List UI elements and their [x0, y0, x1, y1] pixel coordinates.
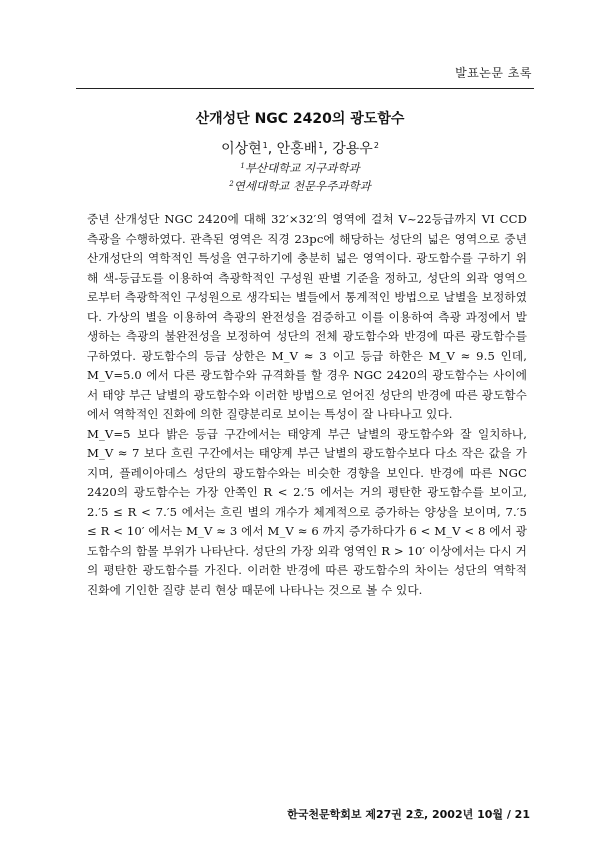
author-affil-mark: 1 [318, 141, 324, 150]
author-name: 안홍배 [276, 141, 318, 157]
abstract-paragraph: 중년 산개성단 NGC 2420에 대해 32′×32′의 영역에 걸쳐 V~22등급까지 VI CCD 측광을 수행하였다. 관측된 영역은 직경 23pc에 해당하는 성단의 넓은 영역으로 중년 산개성단의 역학적인 특성을 연구하기에 충분히 넓은 영역이다. 광도함수를 구하기 위해 색-등급도를 이용하여 측광학적인 구성원 판별 기준을 정하고, 성단의 외곽 영역으로부터 측광학적인 구성원으로 생각되는 별들에서 통계적인 방법으로 날별을 보정하였다. 가상의 별을 이용하여 측광의 완전성을 검증하고 이를 이용하여 측광 과정에서 발생하는 측광의 불완전성을 보정하여 성단의 전체 광도함수와 반경에 따른 광도함수를 구하였다. 광도함수의 등급 상한은 M_V ≈ 3 이고 등급 하한은 M_V ≈ 9.5 인데, M_V=5.0 에서 다른 광도함수와 규격화를 할 경우 NGC 2420의 광도함수는 사이에서 태양 부근 날별의 광도함수와 이러한 방법으로 얻어진 성단의 반경에 따른 광도함수에서 역학적인 진화에 의한 질량분리로 보이는 특성이 잘 나타나고 있다. [87, 212, 527, 421]
author-name: 강용우 [332, 141, 373, 157]
author-affil-mark: 1 [262, 141, 268, 150]
affiliation-text: 연세대학교 천문우주과학과 [233, 179, 371, 193]
affiliation-mark: 1 [240, 162, 245, 170]
paper-title: 산개성단 NGC 2420의 광도함수 [195, 111, 405, 127]
author-name: 이상현 [221, 141, 262, 157]
section-header-label: 발표논문 초록 [455, 66, 532, 80]
affiliation-text: 부산대학교 지구과학과 [244, 161, 360, 175]
abstract-paragraph: M_V=5 보다 밝은 등급 구간에서는 태양계 부근 날별의 광도함수와 잘 일치하나, M_V ≈ 7 보다 흐린 구간에서는 태양계 부근 날별의 광도함수보다 다소 작은 값을 가지며, 플레이아데스 성단의 광도함수와는 비슷한 경향을 보인다. 반경에 따른 NGC 2420의 광도함수는 가장 안쪽인 R < 2.′5 에서는 거의 평탄한 광도함수를 보이고, 2.′5 ≤ R < 7.′5 에서는 흐린 별의 개수가 체계적으로 증가하는 양상을 보이며, 7.′5 ≤ R < 10′ 에서는 M_V ≈ 3 에서 M_V ≈ 6 까지 증가하다가 6 < M_V < 8 에서 광도함수의 함몰 부위가 나타난다. 성단의 가장 외곽 영역인 R > 10′ 이상에서는 다시 거의 평탄한 광도함수를 가진다. 이러한 반경에 따른 광도함수의 차이는 성단의 역학적 진화에 기인한 질량 분리 현상 때문에 나타나는 것으로 볼 수 있다. [87, 426, 527, 597]
header-rule [76, 88, 534, 89]
affiliation [0, 178, 600, 194]
journal-footer: 한국천문학회보 제27권 2호, 2002년 10월 / 21 [287, 808, 530, 821]
abstract-body [87, 210, 527, 600]
author-list: 이상현$^1$, 안홍배$^1$, 강용우$^2$ [221, 141, 379, 157]
affiliation-mark: 2 [229, 180, 234, 188]
author-affil-mark: 2 [373, 141, 379, 150]
affiliation [0, 160, 600, 176]
